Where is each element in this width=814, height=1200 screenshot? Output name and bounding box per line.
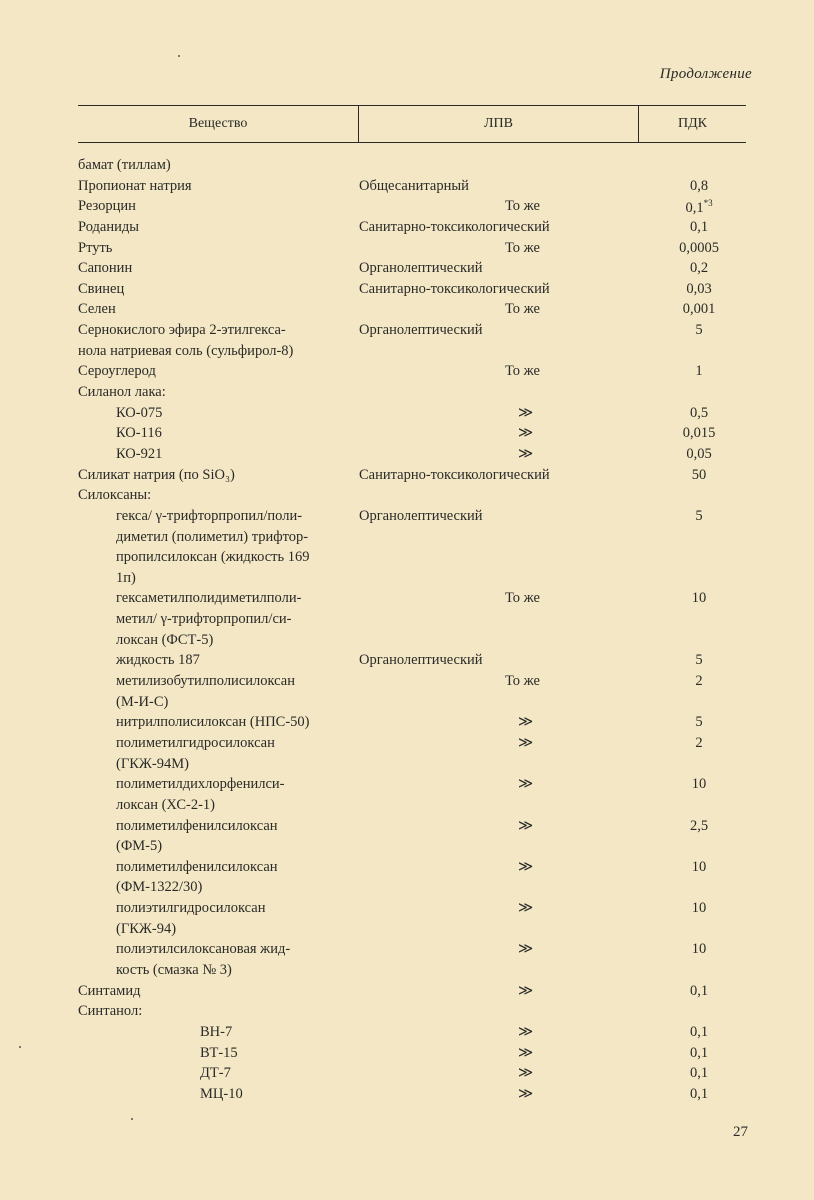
lpv-cell: ≫ bbox=[518, 941, 534, 958]
table-row bbox=[0, 796, 814, 817]
table-row bbox=[0, 982, 814, 1003]
lpv-cell: То же bbox=[505, 301, 540, 318]
pdk-cell bbox=[640, 240, 758, 257]
pdk-value: 5 bbox=[695, 714, 703, 731]
substance-cell: (ГКЖ-94) bbox=[116, 920, 177, 937]
lpv-cell: ≫ bbox=[518, 982, 534, 999]
pdk-cell bbox=[640, 900, 758, 917]
pdk-cell bbox=[640, 590, 758, 607]
substance-cell: ВТ-15 bbox=[200, 1044, 238, 1061]
pdk-value: 0,03 bbox=[686, 280, 712, 297]
lpv-cell: Санитарно-токсикологический bbox=[359, 466, 550, 483]
substance-cell: жидкость 187 bbox=[116, 652, 200, 669]
table-row bbox=[0, 672, 814, 693]
pdk-cell bbox=[640, 198, 758, 217]
substance-cell: полиметилгидросилоксан bbox=[116, 734, 275, 751]
column-header-pdk: ПДК bbox=[638, 106, 746, 142]
lpv-cell: ≫ bbox=[518, 445, 534, 462]
table-row bbox=[0, 218, 814, 239]
pdk-value: 2 bbox=[695, 734, 703, 751]
substance-cell: диметил (полиметил) трифтор- bbox=[116, 528, 309, 545]
pdk-cell bbox=[640, 446, 758, 463]
pdk-cell bbox=[640, 776, 758, 793]
pdk-value: 5 bbox=[695, 322, 703, 339]
pdk-value: 10 bbox=[691, 858, 707, 875]
substance-cell: КО-116 bbox=[116, 425, 162, 442]
substance-cell: локсан (ХС-2-1) bbox=[116, 796, 216, 813]
pdk-value: 0,5 bbox=[689, 404, 709, 421]
pdk-cell bbox=[640, 178, 758, 195]
substance-cell: Сернокислого эфира 2-этилгекса- bbox=[78, 322, 286, 339]
pdk-value: 5 bbox=[695, 507, 703, 524]
pdk-value: 0,8 bbox=[689, 177, 709, 194]
table-row bbox=[0, 961, 814, 982]
substance-cell: Пропионат натрия bbox=[78, 177, 192, 194]
pdk-value: 0,1 bbox=[689, 218, 709, 235]
table-row bbox=[0, 569, 814, 590]
table-row bbox=[0, 878, 814, 899]
pdk-value: 0,001 bbox=[682, 301, 716, 318]
substance-cell: ДТ-7 bbox=[200, 1065, 231, 1082]
lpv-cell: То же bbox=[505, 590, 540, 607]
pdk-cell bbox=[640, 941, 758, 958]
pdk-value: 0,015 bbox=[682, 425, 716, 442]
substance-cell: полиметилфенилсилоксан bbox=[116, 858, 278, 875]
page-number: 27 bbox=[733, 1124, 748, 1140]
table-row bbox=[0, 424, 814, 445]
lpv-cell: ≫ bbox=[518, 1085, 534, 1102]
table-row bbox=[0, 713, 814, 734]
table-row bbox=[0, 300, 814, 321]
pdk-cell bbox=[640, 363, 758, 380]
table-row bbox=[0, 486, 814, 507]
pdk-cell bbox=[640, 219, 758, 236]
table-row bbox=[0, 383, 814, 404]
table-row bbox=[0, 1085, 814, 1106]
substance-cell: ВН-7 bbox=[200, 1023, 233, 1040]
pdk-value: 0,1 bbox=[689, 1065, 709, 1082]
pdk-value: 0,05 bbox=[686, 445, 712, 462]
table-row bbox=[0, 651, 814, 672]
table-row bbox=[0, 404, 814, 425]
substance-cell: гекса/ γ-трифторпропил/поли- bbox=[116, 507, 303, 524]
lpv-cell: То же bbox=[505, 198, 540, 215]
substance-cell: КО-075 bbox=[116, 404, 163, 421]
substance-cell: полиметилфенилсилоксан bbox=[116, 817, 278, 834]
lpv-cell: То же bbox=[505, 363, 540, 380]
pdk-value: 0,1 bbox=[685, 200, 704, 217]
substance-cell: 1п) bbox=[116, 569, 136, 586]
pdk-cell bbox=[640, 425, 758, 442]
substance-cell: Силанол лака: bbox=[78, 384, 166, 401]
pdk-cell bbox=[640, 714, 758, 731]
pdk-cell bbox=[640, 735, 758, 752]
table-row bbox=[0, 445, 814, 466]
substance-cell: нитрилполисилоксан (НПС-50) bbox=[116, 714, 310, 731]
pdk-value: 2 bbox=[695, 673, 703, 690]
table-row bbox=[0, 528, 814, 549]
pdk-cell bbox=[640, 1024, 758, 1041]
speck bbox=[19, 1046, 21, 1048]
pdk-cell bbox=[640, 1086, 758, 1103]
table-row bbox=[0, 156, 814, 177]
table-row bbox=[0, 507, 814, 528]
column-header-substance: Вещество bbox=[188, 116, 248, 131]
pdk-cell bbox=[640, 281, 758, 298]
table-row bbox=[0, 693, 814, 714]
table-row bbox=[0, 239, 814, 260]
lpv-cell: ≫ bbox=[518, 817, 534, 834]
table-row bbox=[0, 610, 814, 631]
substance-cell: КО-921 bbox=[116, 445, 163, 462]
substance-cell: Селен bbox=[78, 301, 116, 318]
pdk-value: 2,5 bbox=[689, 817, 709, 834]
lpv-cell: Санитарно-токсикологический bbox=[359, 218, 550, 235]
pdk-cell bbox=[640, 467, 758, 484]
pdk-cell bbox=[640, 508, 758, 525]
lpv-cell: Санитарно-токсикологический bbox=[359, 280, 550, 297]
column-header-lpv: ЛПВ bbox=[358, 106, 638, 142]
lpv-cell: ≫ bbox=[518, 1065, 534, 1082]
pdk-value: 10 bbox=[691, 941, 707, 958]
lpv-cell: ≫ bbox=[518, 425, 534, 442]
table-row bbox=[0, 589, 814, 610]
pdk-value: 10 bbox=[691, 900, 707, 917]
table-row bbox=[0, 1002, 814, 1023]
table-row bbox=[0, 940, 814, 961]
pdk-cell bbox=[640, 818, 758, 835]
lpv-cell: ≫ bbox=[518, 900, 534, 917]
pdk-cell bbox=[640, 859, 758, 876]
substance-cell: Синтанол: bbox=[78, 1003, 143, 1020]
table-row bbox=[0, 858, 814, 879]
substance-cell: гексаметилполидиметилполи- bbox=[116, 590, 302, 607]
lpv-cell: Органолептический bbox=[359, 652, 483, 669]
substance-cell: Роданиды bbox=[78, 218, 139, 235]
substance-cell: (М-И-С) bbox=[116, 693, 169, 710]
table-row bbox=[0, 837, 814, 858]
footnote-marker: *3 bbox=[703, 198, 713, 209]
pdk-value: 5 bbox=[695, 652, 703, 669]
substance-cell: МЦ-10 bbox=[200, 1085, 243, 1102]
lpv-cell: ≫ bbox=[518, 404, 534, 421]
pdk-value: 0,1 bbox=[689, 1044, 709, 1061]
substance-cell: пропилсилоксан (жидкость 169 bbox=[116, 549, 310, 566]
substance-cell: кость (смазка № 3) bbox=[116, 961, 232, 978]
pdk-cell bbox=[640, 260, 758, 277]
pdk-cell bbox=[640, 673, 758, 690]
pdk-cell bbox=[640, 405, 758, 422]
table-row bbox=[0, 321, 814, 342]
pdk-cell bbox=[640, 1065, 758, 1082]
pdk-value: 0,1 bbox=[689, 982, 709, 999]
substance-cell: полиэтилгидросилоксан bbox=[116, 900, 266, 917]
table-row bbox=[0, 920, 814, 941]
table-row bbox=[0, 466, 814, 487]
pdk-value: 1 bbox=[695, 363, 703, 380]
lpv-cell: То же bbox=[505, 673, 540, 690]
table-row bbox=[0, 899, 814, 920]
substance-cell: локсан (ФСТ-5) bbox=[116, 631, 214, 648]
table-row bbox=[0, 631, 814, 652]
table-row bbox=[0, 548, 814, 569]
substance-cell: Ртуть bbox=[78, 239, 113, 256]
lpv-cell: ≫ bbox=[518, 734, 534, 751]
lpv-cell: Органолептический bbox=[359, 322, 483, 339]
substance-cell: полиэтилсилоксановая жид- bbox=[116, 941, 291, 958]
lpv-cell: Общесанитарный bbox=[359, 177, 469, 194]
pdk-cell bbox=[640, 983, 758, 1000]
table-row bbox=[0, 197, 814, 218]
substance-cell: Синтамид bbox=[78, 982, 141, 999]
substance-cell: Силикат натрия (по SiO₃) bbox=[78, 466, 235, 483]
table-row bbox=[0, 177, 814, 198]
lpv-cell: ≫ bbox=[518, 858, 534, 875]
substance-cell: метил/ γ-трифторпропил/си- bbox=[116, 611, 292, 628]
speck bbox=[178, 55, 180, 57]
lpv-cell: ≫ bbox=[518, 1023, 534, 1040]
table-row bbox=[0, 1064, 814, 1085]
lpv-cell: ≫ bbox=[518, 1044, 534, 1061]
lpv-cell: ≫ bbox=[518, 776, 534, 793]
table-header bbox=[78, 105, 746, 143]
pdk-cell bbox=[640, 301, 758, 318]
table-row bbox=[0, 362, 814, 383]
table-row bbox=[0, 1044, 814, 1065]
lpv-cell: ≫ bbox=[518, 714, 534, 731]
substance-cell: Силоксаны: bbox=[78, 487, 152, 504]
pdk-value: 0,2 bbox=[689, 260, 709, 277]
substance-cell: Свинец bbox=[78, 280, 125, 297]
continuation-label: Продолжение bbox=[659, 66, 752, 82]
pdk-value: 0,0005 bbox=[679, 239, 719, 256]
substance-cell: полиметилдихлорфенилси- bbox=[116, 776, 285, 793]
substance-cell: нола натриевая соль (сульфирол-8) bbox=[78, 342, 294, 359]
table-row bbox=[0, 734, 814, 755]
substance-cell: Резорцин bbox=[78, 198, 136, 215]
table-row bbox=[0, 259, 814, 280]
substance-cell: бамат (тиллам) bbox=[78, 157, 171, 173]
table-row bbox=[0, 280, 814, 301]
pdk-value: 10 bbox=[691, 590, 707, 607]
lpv-cell: Органолептический bbox=[359, 507, 483, 524]
substance-cell: Сапонин bbox=[78, 260, 133, 277]
lpv-cell: Органолептический bbox=[359, 260, 483, 277]
speck bbox=[131, 1118, 133, 1120]
pdk-cell bbox=[640, 322, 758, 339]
pdk-cell bbox=[640, 652, 758, 669]
substance-cell: (ГКЖ-94М) bbox=[116, 755, 189, 772]
table-row bbox=[0, 775, 814, 796]
substance-cell: (ФМ-5) bbox=[116, 838, 163, 855]
lpv-cell: То же bbox=[505, 239, 540, 256]
table-row bbox=[0, 1023, 814, 1044]
pdk-cell bbox=[640, 1045, 758, 1062]
table-body bbox=[0, 156, 814, 1105]
pdk-value: 0,1 bbox=[689, 1023, 709, 1040]
substance-cell: (ФМ-1322/30) bbox=[116, 879, 203, 896]
table-row bbox=[0, 817, 814, 838]
pdk-value: 0,1 bbox=[689, 1085, 709, 1102]
pdk-value: 50 bbox=[691, 466, 707, 483]
table-row bbox=[0, 342, 814, 363]
pdk-value: 10 bbox=[691, 776, 707, 793]
table-row bbox=[0, 755, 814, 776]
substance-cell: Сероуглерод bbox=[78, 363, 156, 380]
substance-cell: метилизобутилполисилоксан bbox=[116, 673, 295, 690]
